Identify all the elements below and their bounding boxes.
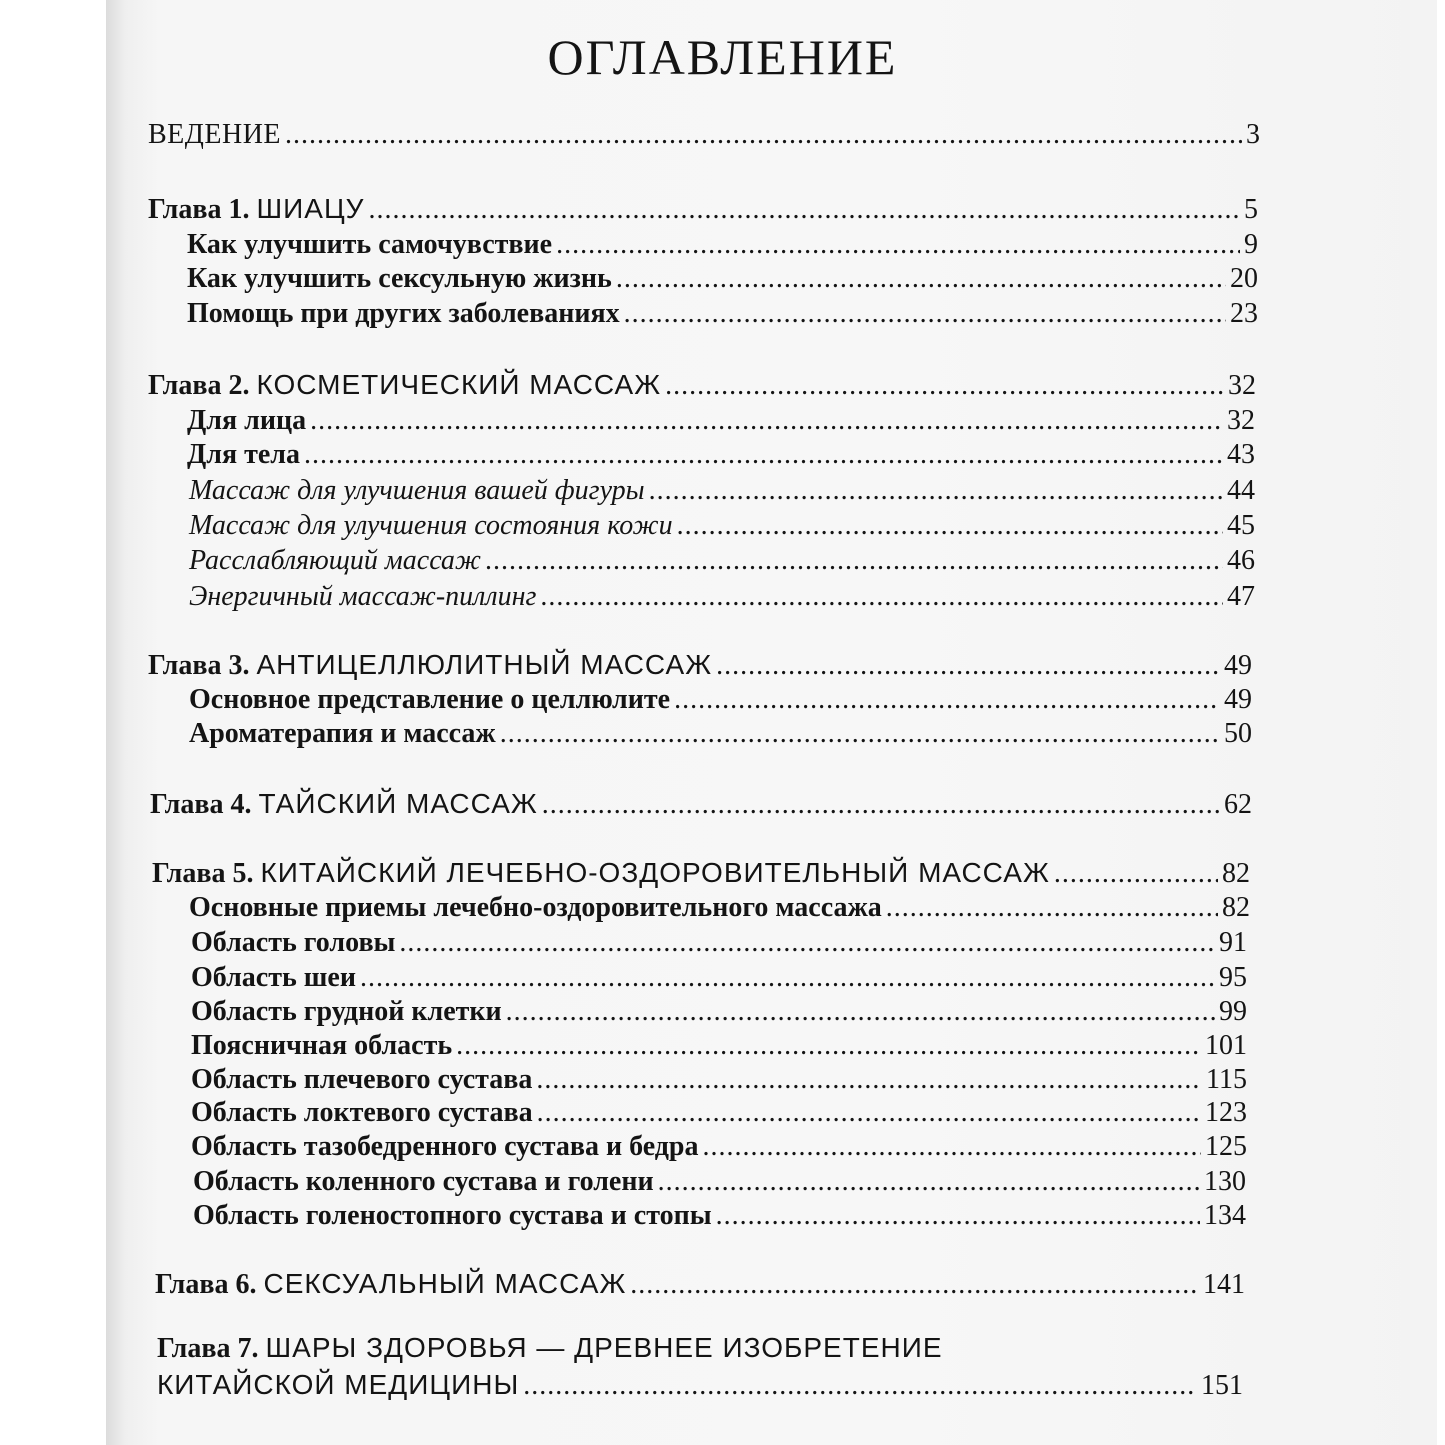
entry-label: Область локтевого сустава <box>191 1097 533 1128</box>
chapter-prefix: Глава 4. <box>150 789 252 820</box>
entry-label: Ароматерапия и массаж <box>189 718 496 749</box>
dot-leader <box>456 1029 1201 1063</box>
dot-leader <box>500 717 1220 751</box>
dot-leader <box>616 262 1226 296</box>
dot-leader <box>658 1165 1200 1199</box>
toc-entry[interactable] <box>191 1063 1247 1097</box>
toc-entry[interactable] <box>193 1165 1246 1199</box>
dot-leader <box>536 1063 1202 1097</box>
page-number: 95 <box>1219 962 1247 993</box>
page-number: 82 <box>1222 892 1250 923</box>
entry-label: Область головы <box>191 927 396 958</box>
chapter-title: АНТИЦЕЛЛЮЛИТНЫЙ МАССАЖ <box>256 649 713 680</box>
dot-leader <box>542 788 1220 822</box>
entry-label: Как улучшить самочувствие <box>187 229 553 260</box>
page-number: 151 <box>1201 1370 1243 1401</box>
toc-entry[interactable] <box>191 961 1247 995</box>
dot-leader <box>630 1268 1199 1302</box>
chapter-prefix: Глава 3. <box>148 650 250 681</box>
page-number: 23 <box>1230 298 1258 329</box>
chapter-title: КИТАЙСКИЙ ЛЕЧЕБНО-ОЗДОРОВИТЕЛЬНЫЙ МАССАЖ <box>260 857 1050 888</box>
page-number: 9 <box>1244 229 1258 260</box>
toc-subentry[interactable] <box>189 580 1255 614</box>
page-number: 49 <box>1224 650 1252 681</box>
toc-entry[interactable] <box>191 995 1247 1029</box>
chapter-title: ШИАЦУ <box>256 193 365 224</box>
toc-entry[interactable] <box>191 1029 1247 1063</box>
entry-label: Область грудной клетки <box>191 996 502 1027</box>
dot-leader <box>649 474 1223 508</box>
entry-label: Помощь при других заболеваниях <box>187 298 620 329</box>
page-number: 141 <box>1203 1269 1245 1300</box>
toc-chapter-2[interactable] <box>148 368 1256 402</box>
toc-entry-intro[interactable] <box>148 118 1260 152</box>
chapter-title: ШАРЫ ЗДОРОВЬЯ — ДРЕВНЕЕ ИЗОБРЕТЕНИЕ <box>265 1332 943 1363</box>
entry-label: Основные приемы лечебно-оздоровительного массажа <box>189 892 882 923</box>
chapter-prefix: Глава 7. <box>157 1333 259 1364</box>
page-number: 125 <box>1205 1131 1247 1162</box>
toc-entry[interactable] <box>187 262 1258 296</box>
entry-label: Энергичный массаж-пиллинг <box>189 581 537 612</box>
page-number: 82 <box>1222 858 1250 889</box>
page-number: 123 <box>1205 1097 1247 1128</box>
dot-leader <box>716 649 1220 683</box>
dot-leader <box>304 438 1223 472</box>
toc-entry[interactable] <box>191 1130 1247 1164</box>
dot-leader <box>556 228 1240 262</box>
dot-leader <box>624 297 1226 331</box>
page-number: 3 <box>1246 119 1260 150</box>
chapter-prefix: Глава 5. <box>152 858 254 889</box>
page-number: 44 <box>1227 475 1255 506</box>
page-number: 115 <box>1206 1064 1247 1095</box>
chapter-title-continued: КИТАЙСКОЙ МЕДИЦИНЫ <box>157 1369 520 1400</box>
toc-subentry[interactable] <box>189 509 1255 543</box>
chapter-title: КОСМЕТИЧЕСКИЙ МАССАЖ <box>256 369 662 400</box>
dot-leader <box>703 1130 1202 1164</box>
toc-chapter-6[interactable] <box>155 1267 1245 1301</box>
dot-leader <box>1054 857 1218 891</box>
entry-label: Для лица <box>187 405 307 436</box>
dot-leader <box>360 961 1215 995</box>
dot-leader <box>886 891 1218 925</box>
entry-label: Массаж для улучшения состояния кожи <box>189 510 673 541</box>
entry-label: Массаж для улучшения вашей фигуры <box>189 475 645 506</box>
dot-leader <box>485 544 1223 578</box>
entry-label: Как улучшить сексульную жизнь <box>187 263 612 294</box>
toc-entry[interactable] <box>191 926 1247 960</box>
page-number: 32 <box>1228 370 1256 401</box>
entry-label: Расслабляющий массаж <box>189 545 481 576</box>
toc-entry[interactable] <box>187 297 1258 331</box>
toc-entry[interactable] <box>189 683 1252 717</box>
chapter-prefix: Глава 2. <box>148 370 250 401</box>
toc-chapter-4[interactable] <box>150 787 1252 821</box>
page-number: 91 <box>1219 927 1247 958</box>
dot-leader <box>540 580 1223 614</box>
page-number: 20 <box>1230 263 1258 294</box>
page-number: 50 <box>1224 718 1252 749</box>
dot-leader <box>285 118 1242 152</box>
page-number: 49 <box>1224 684 1252 715</box>
page-number: 47 <box>1227 581 1255 612</box>
toc-entry[interactable] <box>191 1096 1247 1130</box>
page-number: 45 <box>1227 510 1255 541</box>
entry-label: Область коленного сустава и голени <box>193 1166 654 1197</box>
chapter-prefix: Глава 1. <box>148 194 250 225</box>
page-number: 32 <box>1227 405 1255 436</box>
page-number: 5 <box>1244 194 1258 225</box>
toc-chapter-1[interactable] <box>148 192 1258 226</box>
entry-label: Область плечевого сустава <box>191 1064 533 1095</box>
page-number: 101 <box>1205 1030 1247 1061</box>
toc-chapter-7-line1[interactable] <box>157 1331 1157 1365</box>
toc-chapter-5[interactable] <box>152 856 1250 890</box>
entry-label: Поясничная область <box>191 1030 453 1061</box>
toc-entry[interactable] <box>189 717 1252 751</box>
entry-label: Область голеностопного сустава и стопы <box>193 1200 712 1231</box>
page-number: 130 <box>1204 1166 1246 1197</box>
entry-label: ВЕДЕНИЕ <box>148 119 282 150</box>
page-number: 99 <box>1219 996 1247 1027</box>
toc-chapter-7-line2[interactable] <box>157 1368 1243 1402</box>
toc-entry[interactable] <box>189 891 1250 925</box>
toc-entry[interactable] <box>187 228 1258 262</box>
entry-label: Область тазобедренного сустава и бедра <box>191 1131 699 1162</box>
toc-entry[interactable] <box>187 404 1255 438</box>
toc-subentry[interactable] <box>189 544 1255 578</box>
dot-leader <box>677 509 1223 543</box>
page-number: 46 <box>1227 545 1255 576</box>
dot-leader <box>310 404 1223 438</box>
page-number: 62 <box>1224 789 1252 820</box>
entry-label: Основное представление о целлюлите <box>189 684 671 715</box>
toc-entry[interactable] <box>193 1199 1246 1233</box>
dot-leader <box>674 683 1220 717</box>
toc-entry[interactable] <box>187 438 1255 472</box>
page-number: 134 <box>1204 1200 1246 1231</box>
dot-leader <box>716 1199 1200 1233</box>
chapter-title: СЕКСУАЛЬНЫЙ МАССАЖ <box>263 1268 627 1299</box>
toc-subentry[interactable] <box>189 474 1255 508</box>
entry-label: Область шеи <box>191 962 356 993</box>
page-title: ОГЛАВЛЕНИЕ <box>547 29 898 85</box>
entry-label: Для тела <box>187 439 301 470</box>
dot-leader <box>665 369 1224 403</box>
dot-leader <box>399 926 1215 960</box>
page-number: 43 <box>1227 439 1255 470</box>
dot-leader <box>506 995 1215 1029</box>
dot-leader <box>368 193 1240 227</box>
chapter-title: ТАЙСКИЙ МАССАЖ <box>258 788 538 819</box>
dot-leader <box>523 1369 1197 1403</box>
chapter-prefix: Глава 6. <box>155 1269 257 1300</box>
toc-chapter-3[interactable] <box>148 648 1252 682</box>
dot-leader <box>537 1096 1201 1130</box>
